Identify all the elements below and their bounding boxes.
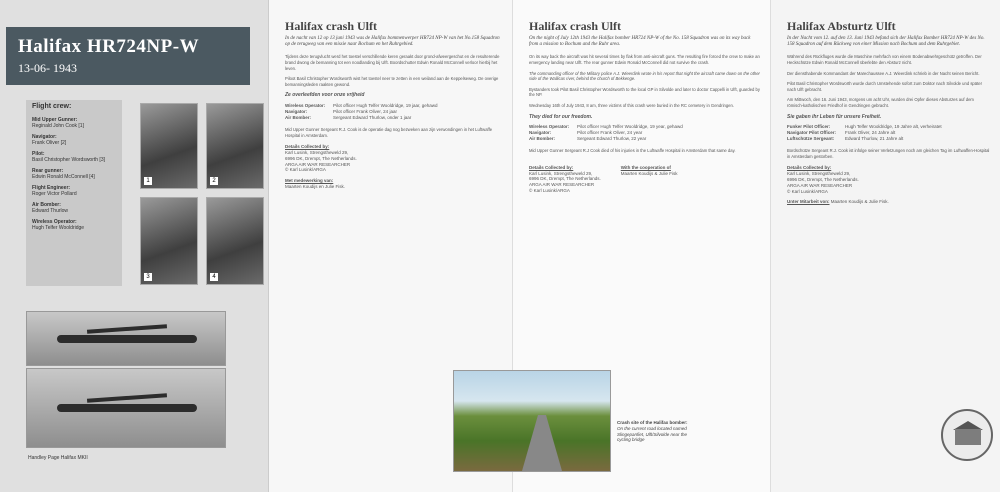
crew-heading: Flight crew: bbox=[32, 103, 72, 110]
german-heading: Halifax Absturtz Ulft bbox=[787, 19, 896, 33]
fatality-line: Navigator: Pilot officer Frank Oliver, 24 jaar bbox=[285, 108, 397, 114]
english-paragraph: The commanding officer of the Military police A.J. Wieerdink wrote in his report that night the aircraft came down on the other side of the Wallicas river, behind the church of Bekkenge. bbox=[529, 70, 760, 82]
crew-photo-3: 3 bbox=[140, 197, 198, 285]
dutch-lead: In de nacht van 12 op 13 juni 1943 was de Halifax bommenwerper HR724 NP-W van het No.158 Squadron op de terugweg van een missie naar Bochum en het Ruhrgebied. bbox=[285, 35, 500, 47]
halifax-photo-bottom bbox=[26, 368, 226, 448]
fatality-line: Wireless Operator: Pilot officer Hugh Telfer Wooldridge, 19 jaar, gehawd bbox=[285, 102, 438, 108]
dutch-column bbox=[285, 19, 502, 190]
fatality-line: Air Bomber: Sergeant Edward Thurlow, 22 year bbox=[529, 136, 647, 142]
german-paragraph: Der diensthabende Kommandant der Marechaussee A.J. Wieerdink schrieb in der Nacht seinen Bericht. bbox=[787, 70, 980, 76]
english-column bbox=[529, 19, 760, 194]
crash-site-photo bbox=[453, 370, 611, 472]
crew-photo-1: 1 bbox=[140, 103, 198, 189]
crew-member: Wireless Operator: Hugh Telfer Wooldridge bbox=[32, 218, 85, 231]
fatality-line: Navigator: Pilot officer Frank Oliver, 24 year bbox=[529, 130, 643, 136]
crew-photo-2: 2 bbox=[206, 103, 264, 189]
german-lead: In der Nacht vom 12. auf den 13. Juni 1943 befand sich der Halifax Bomber HR724 NP-W des No. 158 Squadron auf dem Rückweg von einer Mission nach Bochum und dem Ruhrgebiet. bbox=[787, 35, 985, 47]
crew-photo-4: 4 bbox=[206, 197, 264, 285]
german-column bbox=[787, 19, 990, 205]
english-lead: On the night of July 12th 1943 the Halifax bomber HR724 NP-W of the No. 158 Squadron was on its way back from a mission to Bochum and the Ruhr area. bbox=[529, 35, 751, 47]
german-credit: Details Collected by: Karl Lusink, Strengstheweld 29, 6996 DK, Drempt, The Netherlands. ARGA AIR WAR RESEARCHER © Karl Lusink/ARGA Unter Mitarbeit von: Maarten Koudijs & Julie Fisk. bbox=[787, 165, 889, 205]
crew-member: Mid Upper Gunner: Reginald John Cook [1] bbox=[32, 116, 84, 129]
english-paragraph: On its way back the aircraft was hit several times by flak from anti-aircraft guns. The resulting fire forced the crew to make an emergency landing near Ulft. The rear gunner Edwin Ronald McConnell did not survive the crash. bbox=[529, 54, 760, 65]
crew-list bbox=[26, 100, 122, 286]
german-paragraph: Am Mittwoch, den 16. Juni 1943, morgens um acht Uhr, wurden drei Opfer dieses Absturzes auf dem römisch-katholischen Friedhof in Gendringen gebracht. bbox=[787, 97, 974, 108]
english-paragraph: Wednesday 16th of July 1943, 8 am, three victims of this crash were buried in the RC cemetery in Gendringen. bbox=[529, 102, 734, 108]
crew-member: Pilot: Basil Christopher Wordsworth [3] bbox=[32, 150, 105, 163]
english-paragraph: Bystanders took Pilot Basil Christopher Wordsworth to the local GP in Silvolde and later to doctor Cappelli in Ulft, guarded by the NP. bbox=[529, 86, 760, 98]
fatality-line: Funker Pilot Officer: Hugh Telfer Wooldridge, 19 Jahre alt, verheiratet bbox=[787, 124, 942, 130]
english-heading: Halifax crash Ulft bbox=[529, 19, 621, 33]
english-paragraph: Mid Upper Gunner Sergeant R.J Cook died of his injuries in the Luftwaffe Hospital in Amsterdam that same day. bbox=[529, 148, 736, 154]
dutch-credit: Details Collected by: Karl Lusink, Strengstheweld 29, 6996 DK, Drempt, The Netherlands. ARGA AIR WAR RESEARCHER © Karl Lusink/ARGA Met medewerking van: Maarten Koudijs en Julie Fisk. bbox=[285, 144, 357, 189]
fatality-line: Air Bomber: Sergeant Edward Thurlow, onder 1 jaar bbox=[285, 114, 412, 120]
fatality-line: Luftschütze Sergeant: Edward Thurlow, 21 Jahre alt bbox=[787, 136, 904, 142]
museum-logo bbox=[941, 409, 993, 461]
fatality-line: Wireless Operator: Pilot officer Hugh Telfer Wooldridge, 19 year, gehawd bbox=[529, 124, 683, 130]
page-title: Halifax HR724NP-W bbox=[18, 36, 200, 57]
title-box bbox=[6, 27, 250, 85]
crew-panel bbox=[0, 0, 268, 492]
dutch-subheading: Ze overleefden voor onze vrijheid bbox=[285, 92, 365, 99]
plane-caption: Handley Page Halifax MKII bbox=[28, 455, 88, 461]
halifax-photo-top bbox=[26, 311, 226, 366]
crew-member: Rear gunner: Edwin Ronald McConnell [4] bbox=[32, 167, 95, 180]
dutch-paragraph: Mid Upper Gunner Sergeant R.J. Cook is de operatie dag nog bezweken aan zijn verwondingen in het Luftwaffe Hospital in Amsterdam. bbox=[285, 126, 493, 138]
crew-member: Flight Engineer: Roger Victor Pollard bbox=[32, 184, 77, 197]
english-credit: Details Collected by: Karl Lusink, Strengstheweld 29, 6996 DK, Drempt, The Netherlands. ARGA AIR WAR RESEARCHER © Karl Lusink/ARGA With the cooperation of Maarten Koudijs & Julie Fisk bbox=[529, 164, 678, 193]
crash-date: 13-06- 1943 bbox=[18, 61, 77, 75]
crew-member: Navigator: Frank Oliver [2] bbox=[32, 133, 67, 146]
dutch-paragraph: Piloot Basil Christopher Wordsworth wist het toestel neer te zetten in een weiland aan de Keppelseweg. De overige bemanningsleden raakten gewond. bbox=[285, 76, 499, 87]
german-paragraph: Pilot Basil Christopher Wordsworth wurde durch Umstehende sofort zum Doktor nach Silvolde und später nach Ulft gebracht. bbox=[787, 81, 982, 92]
german-paragraph: Während des Rückfluges wurde die Maschine mehrfach von einem Bodenabwehrgeschütz getroffen. Der Heckschütze Edwin Ronald McConnell überlebte den Absturz nicht. bbox=[787, 54, 982, 65]
crew-member: Air Bomber: Edward Thurlow bbox=[32, 201, 69, 214]
english-subheading: They died for our freedom. bbox=[529, 113, 593, 120]
dutch-paragraph: Tijdens deze terugvlucht werd het toestel verschillende keren geraakt door grond-afweergeschut en de resulterende brand dwong de bemanning tot een noodlanding bij Ulft. Boordschutter Edwin Ronald McConnell verloor hierbij het leven. bbox=[285, 54, 500, 71]
dutch-heading: Halifax crash Ulft bbox=[285, 19, 377, 33]
german-subheading: Sie gaben ihr Leben für unsere Freiheit. bbox=[787, 113, 882, 120]
crash-site-caption: Crash site of the Halifax bomber: On the current road located named Slingepanfiet, Ulft/Silvolde near the cycling bridge bbox=[617, 420, 688, 443]
fatality-line: Navigator Pilot Officer: Frank Oliver, 24 Jahre alt bbox=[787, 130, 896, 136]
german-paragraph: Bordschütze Sergeant R.J. Cook ist infolge seiner Verletzungen noch am gleichen Tag im Luftwaffen-Hospital in Amsterdam gestorben. bbox=[787, 148, 990, 159]
